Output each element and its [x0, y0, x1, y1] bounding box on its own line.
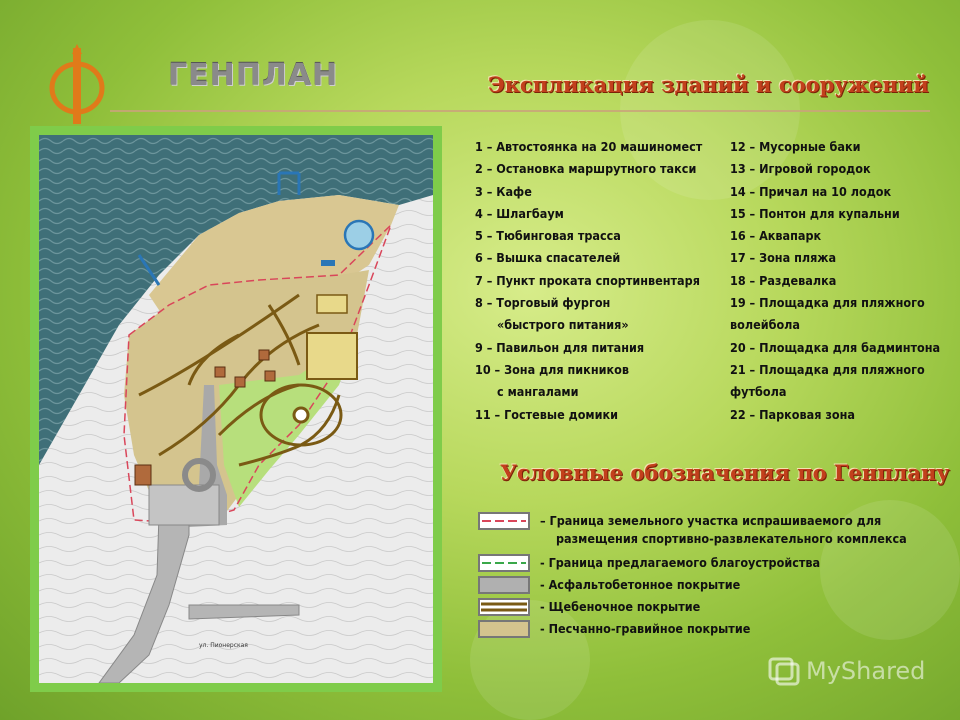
- myshared-logo-icon: [768, 656, 800, 686]
- explication-item: 2 – Остановка маршрутного такси: [475, 161, 697, 177]
- explication-item: 17 – Зона пляжа: [730, 250, 837, 266]
- explication-item: 9 – Павильон для питания: [475, 339, 645, 355]
- explication-item: 8 – Торговый фургон: [475, 295, 611, 311]
- explication-item: 18 – Раздевалка: [730, 272, 837, 288]
- explication-item: 14 – Причал на 10 лодок: [730, 183, 892, 199]
- symbol-row-asphalt: [478, 576, 740, 596]
- explication-item: 19 – Площадка для пляжного: [730, 295, 925, 311]
- explication-heading: Экспликация зданий и сооружений: [488, 72, 929, 97]
- grey-fill-swatch: [478, 576, 530, 594]
- explication-item: 3 – Кафе: [475, 183, 532, 199]
- red-dash-swatch: [478, 512, 530, 530]
- sand-fill-swatch: [478, 620, 530, 638]
- explication-item: 6 – Вышка спасателей: [475, 250, 621, 266]
- symbol-row-sand: [478, 620, 750, 640]
- explication-item: 10 – Зона для пикников: [475, 361, 629, 377]
- watermark: [768, 656, 925, 686]
- explication-item-continuation: волейбола: [730, 317, 801, 333]
- legend-heading: Условные обозначения по Генплану: [500, 460, 950, 485]
- brown-double-swatch: [478, 598, 530, 616]
- symbol-row-boundary: [478, 512, 907, 546]
- central-plaza: [294, 408, 308, 422]
- explication-item: 15 – Понтон для купальни: [730, 205, 900, 221]
- badminton-court: [317, 295, 347, 313]
- aquapark: [345, 221, 373, 249]
- pontoon: [321, 260, 335, 266]
- symbol-label: - Щебеночное покрытие: [540, 599, 701, 614]
- symbol-label: - Песчанно-гравийное покрытие: [540, 621, 751, 636]
- explication-item: 1 – Автостоянка на 20 машиномест: [475, 139, 703, 154]
- explication-item: 11 – Гостевые домики: [475, 406, 619, 422]
- explication-item-continuation: с мангалами: [497, 384, 579, 400]
- symbol-row-improvement: [478, 554, 820, 574]
- site-plan-frame: [30, 126, 442, 692]
- explication-item: 13 – Игровой городок: [730, 161, 871, 177]
- explication-item: 22 – Парковая зона: [730, 406, 855, 422]
- symbol-label: – Граница земельного участка испрашиваемого для размещения спортивно-развлекательного комплекса: [540, 513, 907, 546]
- parking-lot: [149, 485, 219, 525]
- explication-item: 5 – Тюбинговая трасса: [475, 228, 621, 244]
- explication-item: 21 – Площадка для пляжного: [730, 361, 925, 377]
- explication-item: 16 – Аквапарк: [730, 228, 822, 244]
- explication-item: 7 – Пункт проката спортинвентаря: [475, 272, 700, 288]
- symbol-label: - Асфальтобетонное покрытие: [540, 577, 741, 592]
- site-plan-map: [39, 135, 433, 683]
- title-divider: [110, 110, 930, 112]
- site-plan-drawing: [39, 135, 433, 683]
- volleyball-court: [307, 333, 357, 379]
- symbol-label: - Граница предлагаемого благоустройства: [540, 555, 821, 570]
- symbol-row-gravel: [478, 598, 700, 618]
- explication-column-1: [475, 136, 730, 426]
- explication-item: 12 – Мусорные баки: [730, 139, 861, 154]
- explication-item-continuation: «быстрого питания»: [497, 317, 629, 333]
- street-label: ул. Пионерская: [199, 642, 248, 649]
- watermark-text: MyShared: [806, 657, 926, 685]
- explication-column-2: [730, 136, 955, 426]
- green-dash-swatch: [478, 554, 530, 572]
- phi-logo-icon: [48, 44, 106, 126]
- explication-item: 4 – Шлагбаум: [475, 205, 564, 221]
- explication-item: 20 – Площадка для бадминтона: [730, 339, 941, 355]
- explication-item-continuation: футбола: [730, 384, 787, 400]
- bokeh-decoration: [470, 600, 590, 720]
- page-title: ГЕНПЛАН: [168, 58, 339, 93]
